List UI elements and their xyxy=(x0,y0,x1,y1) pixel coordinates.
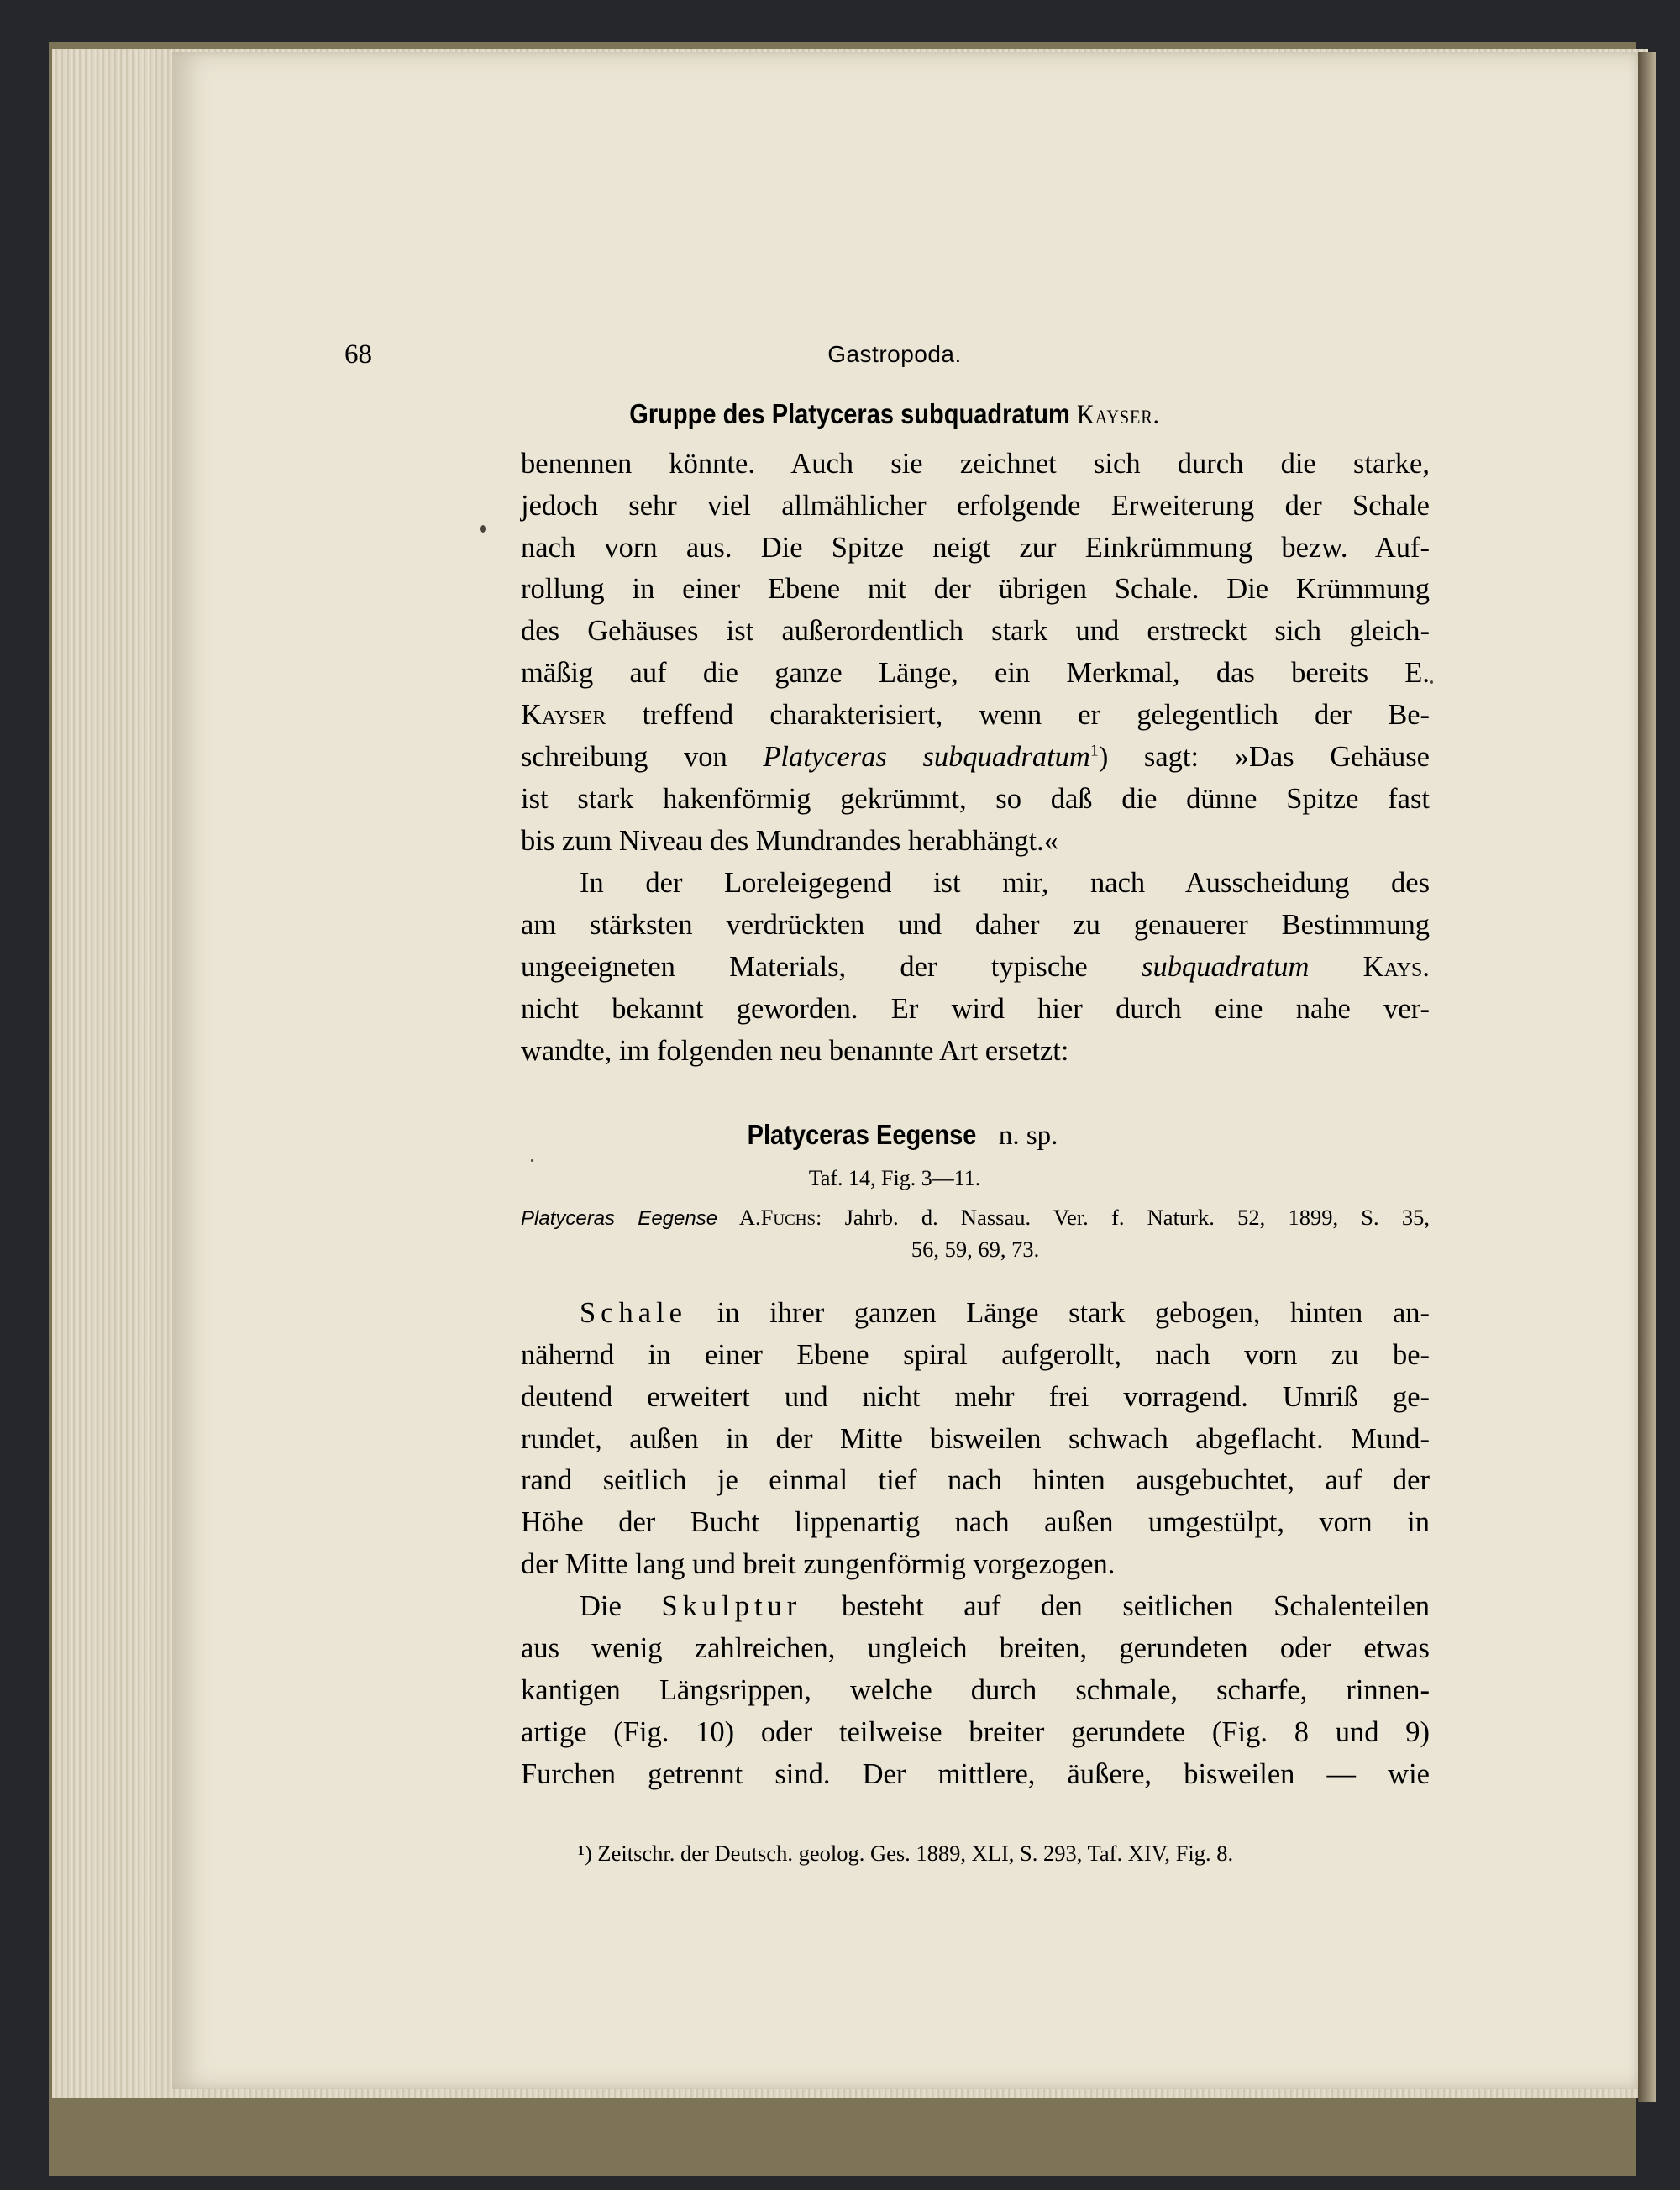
synonymy-citation: : Jahrb. d. Nassau. Ver. f. Naturk. 52, 1899, S. 35, xyxy=(816,1205,1430,1230)
text-line: des Gehäuses ist außerordentlich stark und erstreckt sich gleich- xyxy=(521,615,1430,647)
synonymy-taxon: Platyceras Eegense xyxy=(521,1207,718,1230)
synonymy-line xyxy=(521,1202,1430,1232)
text-line-kayser xyxy=(521,696,1430,734)
right-page-edge xyxy=(1638,52,1656,2102)
footnote-marker: ¹) xyxy=(578,1841,592,1866)
group-heading-author: Kayser. xyxy=(1076,400,1160,430)
schreibung-after: ) sagt: »Das Gehäuse xyxy=(1098,741,1430,773)
text-line-schreibung xyxy=(521,738,1430,776)
schreibung-before: schreibung von xyxy=(521,741,727,773)
synonymy-pages: 56, 59, 69, 73. xyxy=(911,1237,1040,1262)
group-heading xyxy=(411,398,1379,431)
taxon-subquadratum-2: subquadratum xyxy=(1142,951,1310,983)
text-line-ungeeigneten xyxy=(521,948,1430,986)
text-line: wandte, im folgenden neu benannte Art ersetzt: xyxy=(521,1035,1069,1067)
text-line: nähernd in einer Ebene spiral aufgerollt, nach vorn zu be- xyxy=(521,1339,1430,1371)
group-heading-title: Gruppe des Platyceras subquadratum xyxy=(629,398,1070,429)
spaced-word-schale: Schale xyxy=(580,1297,687,1329)
species-heading xyxy=(344,1119,1445,1152)
text-line: jedoch sehr viel allmählicher erfolgende Erweiterung der Schale xyxy=(521,490,1430,522)
text-line: bis zum Niveau des Mundrandes herabhängt.« xyxy=(521,825,1059,857)
text-line: Furchen getrennt sind. Der mittlere, äußere, bisweilen — wie xyxy=(521,1758,1430,1790)
text-line: rundet, außen in der Mitte bisweilen schwach abgeflacht. Mund- xyxy=(521,1423,1430,1455)
text-line: rand seitlich je einmal tief nach hinten ausgebuchtet, auf der xyxy=(521,1464,1430,1496)
ink-speck xyxy=(531,1159,533,1162)
ink-speck xyxy=(480,525,486,533)
spaced-word-skulptur: Skulptur xyxy=(661,1590,802,1622)
text-line: aus wenig zahlreichen, ungleich breiten, gerundeten oder etwas xyxy=(521,1632,1430,1664)
running-title: Gastropoda. xyxy=(827,341,962,367)
text-line: kantigen Längsrippen, welche durch schmale, scharfe, rinnen- xyxy=(521,1674,1430,1706)
page-number: 68 xyxy=(344,339,372,370)
synonymy-initial: A. xyxy=(738,1205,761,1230)
text-line: mäßig auf die ganze Länge, ein Merkmal, das bereits E. xyxy=(521,657,1430,689)
footnote-text: Zeitschr. der Deutsch. geolog. Ges. 1889, XLI, S. 293, Taf. XIV, Fig. 8. xyxy=(597,1841,1234,1866)
text-line: artige (Fig. 10) oder teilweise breiter gerundete (Fig. 8 und 9) xyxy=(521,1716,1430,1748)
text-line: am stärksten verdrückten und daher zu genauerer Bestimmung xyxy=(521,909,1430,941)
footnote-mark: 1 xyxy=(1089,741,1099,760)
author-kayser: Kayser xyxy=(521,699,606,731)
synonymy-author: Fuchs xyxy=(760,1205,816,1230)
text-line-schale xyxy=(521,1294,1430,1332)
text-line: In der Loreleigegend ist mir, nach Ausscheidung des xyxy=(580,867,1430,899)
author-kays: Kays. xyxy=(1362,951,1431,983)
text-line: der Mitte lang und breit zungenförmig vorgezogen. xyxy=(521,1548,1116,1580)
kayser-line-rest: treffend charakterisiert, wenn er gelegentlich der Be- xyxy=(642,699,1431,731)
text-line: nach vorn aus. Die Spitze neigt zur Einkrümmung bezw. Auf- xyxy=(521,532,1430,564)
species-name: Platyceras Eegense xyxy=(747,1119,976,1150)
species-status: n. sp. xyxy=(998,1121,1058,1151)
text-line: benennen könnte. Auch sie zeichnet sich durch die starke, xyxy=(521,448,1430,480)
text-line: rollung in einer Ebene mit der übrigen Schale. Die Krümmung xyxy=(521,573,1430,605)
text-line: nicht bekannt geworden. Er wird hier durch eine nahe ver- xyxy=(521,993,1430,1025)
text-line-skulptur xyxy=(521,1587,1430,1625)
skulptur-before: Die xyxy=(580,1590,622,1622)
taxon-subquadratum: Platyceras subquadratum xyxy=(763,741,1090,773)
ungeeigneten-before: ungeeigneten Materials, der typische xyxy=(521,951,1088,983)
text-line: Höhe der Bucht lippenartig nach außen umgestülpt, vorn in xyxy=(521,1506,1430,1538)
running-head xyxy=(344,339,1445,373)
text-line: deutend erweitert und nicht mehr frei vorragend. Umriß ge- xyxy=(521,1381,1430,1413)
footnote xyxy=(578,1841,1430,1867)
ink-speck xyxy=(1430,680,1433,684)
skulptur-rest: besteht auf den seitlichen Schalenteilen xyxy=(841,1590,1431,1622)
schale-rest: in ihrer ganzen Länge stark gebogen, hinten an- xyxy=(717,1297,1430,1329)
plate-reference: Taf. 14, Fig. 3—11. xyxy=(808,1166,981,1190)
text-line: ist stark hakenförmig gekrümmt, so daß die dünne Spitze fast xyxy=(521,783,1430,815)
